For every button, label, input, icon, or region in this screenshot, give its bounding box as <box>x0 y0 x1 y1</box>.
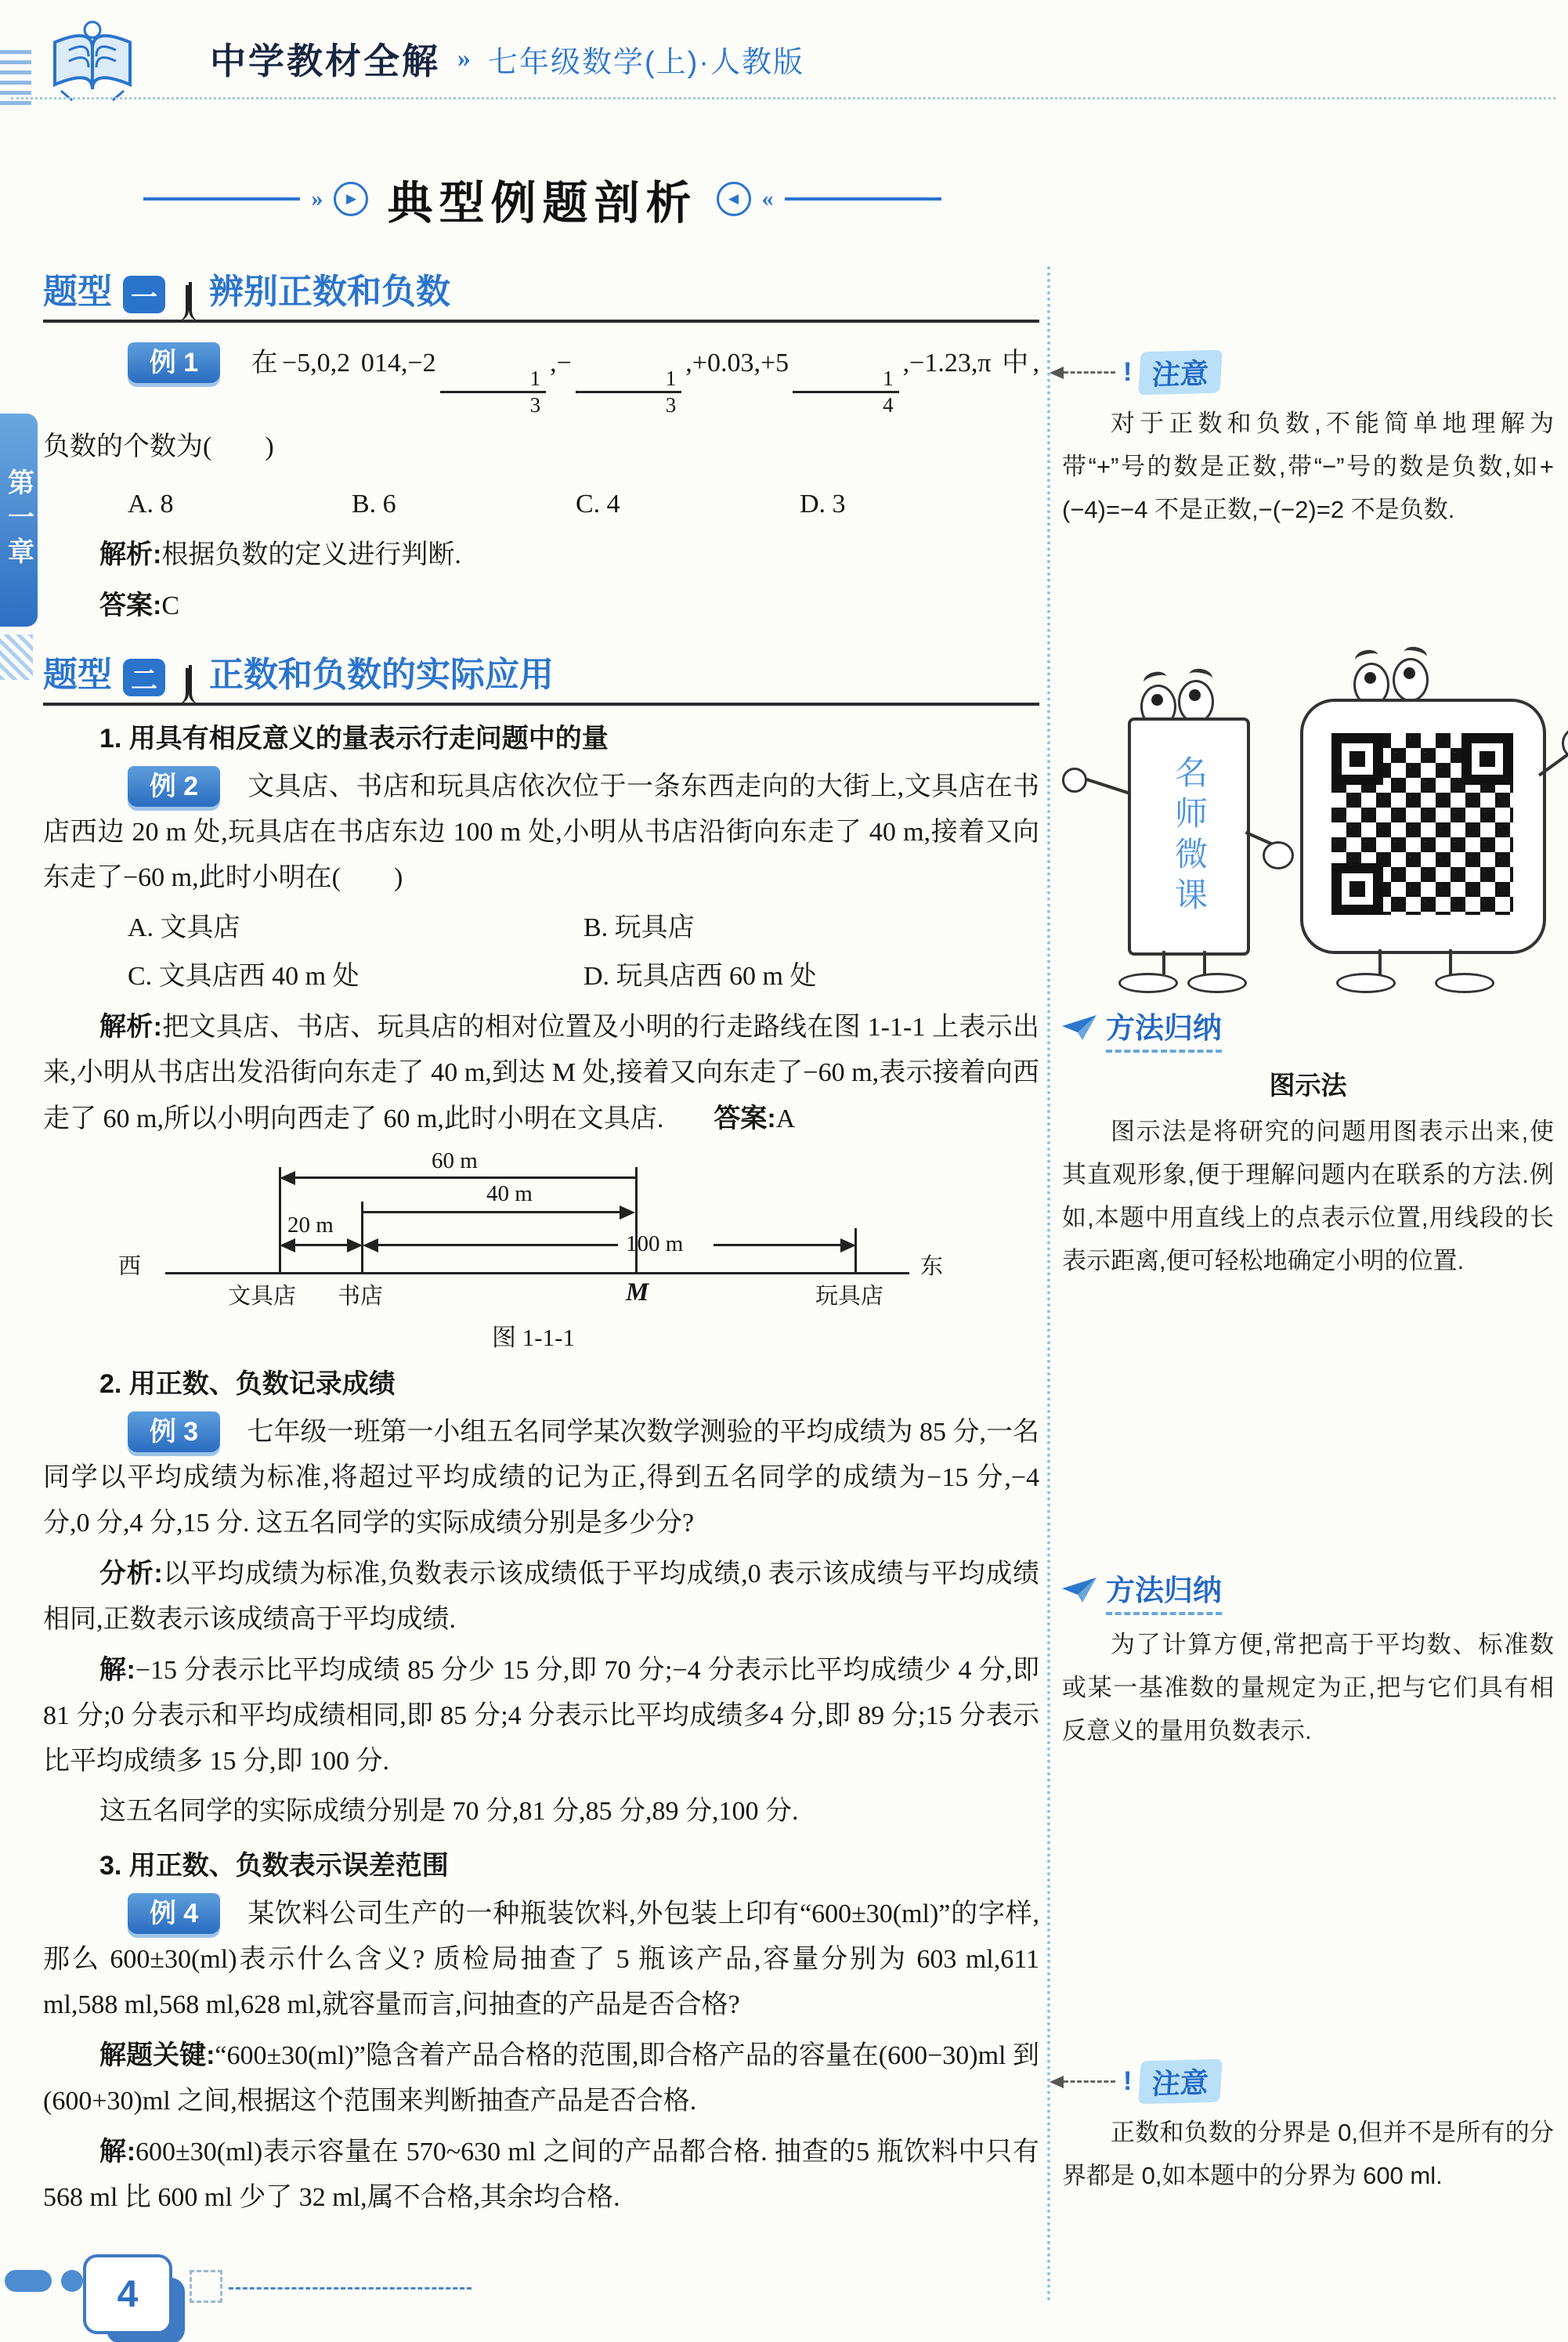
note2-connector <box>1050 2060 1554 2103</box>
brand-book-logo-icon <box>45 13 139 105</box>
arrow-60m-line <box>292 1176 635 1179</box>
section-prefix: 题型 <box>43 656 112 695</box>
answer-text: A <box>775 1104 796 1134</box>
example4-solution <box>43 2129 1039 2221</box>
arrow-20m-left-head <box>280 1238 295 1252</box>
mascot2-qr-body <box>1300 699 1546 954</box>
west-label: 西 <box>118 1254 142 1280</box>
label-100m: 100 m <box>626 1231 684 1257</box>
section-title: 正数和负数的实际应用 <box>209 656 554 695</box>
arrow-100m-right-head <box>840 1238 856 1252</box>
section-curl-decoration <box>176 662 198 696</box>
answer-label: 答案: <box>99 591 162 621</box>
example3-analysis <box>43 1551 1039 1643</box>
note1-text: 对于正数和负数,不能简单地理解为带“+”号的数是正数,带“−”号的数是负数,如+(−4)=−4 不是正数,−(−2)=2 不是负数. <box>1062 410 1554 523</box>
page-title: 典型例题剖析 <box>387 178 698 229</box>
mascot2-left-leg <box>1378 949 1382 974</box>
title-right-play-icon: ◀ <box>717 182 751 216</box>
analysis-text: 根据负数的定义进行判断. <box>161 540 461 570</box>
label-bookstore: 书店 <box>338 1284 384 1310</box>
title-left-play-icon: ▶ <box>334 182 368 216</box>
mascot1-sign-body <box>1128 717 1250 956</box>
label-20m: 20 m <box>287 1213 334 1238</box>
figure-1-1-1-diagram <box>118 1148 948 1310</box>
label-toy-store: 玩具店 <box>815 1284 884 1310</box>
exclamation-icon: ! <box>1123 357 1133 387</box>
analysis-label: 分析: <box>99 1559 163 1589</box>
section-curl-decoration <box>176 279 198 313</box>
arrow-60m-head <box>280 1171 295 1185</box>
example2-problem <box>43 764 1039 901</box>
brand-title: 中学教材全解 <box>210 41 440 81</box>
note-box-2 <box>1062 2060 1554 2197</box>
arrow-20m-line <box>292 1244 350 1246</box>
example1-text-seg2: ,− <box>550 349 572 378</box>
teacher-microlesson-mascot <box>1081 667 1551 996</box>
section-number-badge: 一 <box>123 276 165 313</box>
method2-text: 为了计算方便,常把高于平均数、标准数或某一基准数的量规定为正,把与它们具有相反意义的量用负数表示. <box>1062 1631 1554 1744</box>
header-title-row <box>210 33 804 85</box>
example3-text: 七年级一班第一小组五名同学某次数学测验的平均成绩为 85 分,一名同学以平均成绩为标准,将超过平均成绩的记为正,得到五名同学的成绩为−15 分,−4 分,0 分,4 分,15 分. 这五名同学的实际成绩分别是多少分? <box>43 1418 1039 1538</box>
qr-finder-bottom-left <box>1331 863 1383 915</box>
example2-text: 文具店、书店和玩具店依次位于一条东西走向的大街上,文具店在书店西边 20 m 处,玩具店在书店东边 100 m 处,小明从书店沿街向东走了 40 m,接着又向东走了−60 m,此时小明在( ) <box>43 772 1040 893</box>
qr-finder-top-right <box>1461 733 1513 785</box>
page-title-row <box>43 166 1042 232</box>
analysis-label: 解析: <box>99 1012 162 1043</box>
mascot1-left-foot <box>1118 973 1178 993</box>
footer-pill <box>5 2270 52 2292</box>
section-heading-type2 <box>43 646 1039 706</box>
label-point-M: M <box>626 1278 649 1307</box>
option-a: A. 8 <box>128 490 174 519</box>
section-heading-type1 <box>43 263 1039 323</box>
holding-hands <box>1263 841 1294 869</box>
option-b: B. 玩具店 <box>583 913 695 943</box>
method-label: 方法归纳 <box>1106 1567 1222 1615</box>
title-right-line <box>785 197 941 201</box>
example1-options <box>43 482 1039 527</box>
paper-plane-icon <box>1062 1578 1097 1604</box>
arrow-100m-line-left <box>375 1244 618 1246</box>
subheading-2: 2. 用正数、负数记录成绩 <box>99 1369 396 1400</box>
mascot2-right-foot <box>1435 973 1494 993</box>
footer-dot <box>61 2270 83 2292</box>
mascot1-pointing-hand <box>1062 768 1087 793</box>
connector-arrow-icon <box>1050 367 1064 379</box>
mascot1-right-leg <box>1203 951 1206 974</box>
note1-connector <box>1050 351 1554 394</box>
mascot1-arm <box>1086 778 1130 795</box>
connector-dashed-line <box>1064 2080 1115 2083</box>
method1-label-row <box>1062 1004 1554 1053</box>
column-divider-dotted-line <box>1047 266 1050 2303</box>
section-prefix: 题型 <box>43 273 112 311</box>
method-box-1 <box>1062 1004 1554 1282</box>
example4-badge: 例 4 <box>128 1893 220 1934</box>
analysis-text: 把文具店、书店、玩具店的相对位置及小明的行走路线在图 1-1-1 上表示出来,小明从书店出发沿街向东走了 40 m,到达 M 处,接着又向东走了−60 m,表示接着向西走了 60 m,所以小明向西走了 60 m,此时小明在文具店. <box>43 1013 1039 1134</box>
method2-label-row <box>1062 1567 1554 1615</box>
example4-text: 某饮料公司生产的一种瓶装饮料,外包装上印有“600±30(ml)”的字样,那么 600±30(ml)表示什么含义? 质检局抽查了 5 瓶该产品,容量分别为 603 ml,611 ml,588 ml,568 ml,628 ml,就容量而言,问抽查的产品是否合格? <box>43 1899 1039 2020</box>
method-label: 方法归纳 <box>1106 1004 1222 1053</box>
example3-badge: 例 3 <box>128 1411 220 1452</box>
solution-label: 解: <box>99 2137 136 2167</box>
section-title: 辨别正数和负数 <box>209 273 450 311</box>
subheading-3: 3. 用正数、负数表示误差范围 <box>99 1851 449 1881</box>
option-c: C. 文具店西 40 m 处 <box>128 962 359 992</box>
note-box-1 <box>1062 351 1554 531</box>
option-a: A. 文具店 <box>128 913 240 943</box>
mascot2-left-foot <box>1336 973 1396 993</box>
example1-problem <box>43 334 1039 477</box>
example1-text-seg1: 在−5,0,2 014,−2 <box>251 349 436 378</box>
paper-plane-icon <box>1062 1015 1097 1042</box>
analysis-text: 以平均成绩为标准,负数表示该成绩低于平均成绩,0 表示该成绩与平均成绩相同,正数表示该成绩高于平均成绩. <box>43 1560 1040 1635</box>
east-label: 东 <box>920 1254 944 1280</box>
example1-analysis <box>43 532 1039 578</box>
edition-title: 七年级数学(上)·人教版 <box>488 45 804 79</box>
street-line <box>165 1272 909 1274</box>
note2-text: 正数和负数的分界是 0,但并不是所有的分界都是 0,如本题中的分界为 600 ml. <box>1062 2119 1554 2189</box>
arrow-100m-line-right <box>714 1244 842 1246</box>
fraction-1-3: $\frac{1}{3}$ <box>440 367 547 417</box>
title-left-chevron-icon: » <box>311 186 323 211</box>
option-d: D. 玩具店西 60 m 处 <box>583 962 817 992</box>
example3-solution <box>43 1647 1039 1784</box>
header-divider-line <box>11 97 1555 99</box>
header-chevron-icon: » <box>457 44 471 73</box>
arrow-100m-left-head <box>363 1238 378 1252</box>
example1-text-seg4: ,−1.23,π 中,负数的个数为( ) <box>43 349 1039 462</box>
example3-problem <box>43 1410 1039 1546</box>
example3-conclusion: 这五名同学的实际成绩分别是 70 分,81 分,85 分,89 分,100 分. <box>99 1797 799 1827</box>
example4-key <box>43 2033 1039 2124</box>
title-left-line <box>143 197 300 201</box>
method1-heading: 图示法 <box>1269 1071 1347 1100</box>
example2-options-row1 <box>43 905 1039 951</box>
qr-finder-top-left <box>1331 733 1383 785</box>
example2-badge: 例 2 <box>128 766 220 807</box>
footer-dashed-square <box>190 2270 222 2303</box>
qr-code <box>1331 733 1513 915</box>
method1-text: 图示法是将研究的问题用图表示出来,使其直观形象,便于理解问题内在联系的方法.例如,本题中用直线上的点表示位置,用线段的长表示距离,便可轻松地确定小明的位置. <box>1062 1118 1554 1274</box>
fraction-1-3b: $\frac{1}{3}$ <box>576 367 682 417</box>
option-d: D. 3 <box>800 490 846 519</box>
method-box-2 <box>1062 1567 1554 1752</box>
tick-M <box>635 1167 638 1274</box>
mascot2-right-eye <box>1393 658 1429 702</box>
note-label: 注意 <box>1139 350 1223 396</box>
answer-text: C <box>161 591 180 621</box>
mascot1-sign-text: 名师微课 <box>1171 755 1208 918</box>
note-label: 注意 <box>1139 2059 1223 2105</box>
mascot1-right-foot <box>1187 973 1247 993</box>
connector-dashed-line <box>1064 371 1115 374</box>
example1-answer <box>43 583 1039 629</box>
title-right-chevron-icon: « <box>761 186 774 211</box>
key-text: “600±30(ml)”隐含着产品合格的范围,即合格产品的容量在(600−30)ml 到(600+30)ml 之间,根据这个范围来判断抽查产品是否合格. <box>43 2041 1040 2116</box>
fraction-1-4: $\frac{1}{4}$ <box>793 367 899 417</box>
footer-dashed-line <box>229 2287 471 2290</box>
subheading-1: 1. 用具有相反意义的量表示行走问题中的量 <box>99 724 609 754</box>
option-c: C. 4 <box>576 490 620 519</box>
page-number: 4 <box>83 2254 172 2334</box>
figure-caption: 图 1-1-1 <box>492 1324 575 1352</box>
stripes-decoration <box>0 634 33 680</box>
main-content-column <box>43 263 1039 2225</box>
option-b: B. 6 <box>352 490 396 519</box>
connector-arrow-icon <box>1050 2076 1064 2088</box>
arrow-20m-right-head <box>347 1238 363 1252</box>
label-60m: 60 m <box>432 1148 478 1174</box>
exclamation-icon: ! <box>1123 2066 1133 2096</box>
mascot1-left-leg <box>1162 951 1165 974</box>
label-stationery-store: 文具店 <box>228 1284 297 1310</box>
solution-label: 解: <box>99 1655 135 1686</box>
arrow-40m-line <box>363 1211 621 1213</box>
solution-text: −15 分表示比平均成绩 85 分少 15 分,即 70 分;−4 分表示比平均成绩少 4 分,即81 分;0 分表示和平均成绩相同,即 85 分;4 分表示比平均成绩多4 分,即 89 分;15 分表示比平均成绩多 15 分,即 100 分. <box>43 1656 1040 1776</box>
solution-text: 600±30(ml)表示容量在 570~630 ml 之间的产品都合格. 抽查的5 瓶饮料中只有568 ml 比 600 ml 少了 32 ml,属不合格,其余均合格. <box>43 2138 1039 2213</box>
example2-analysis <box>43 1004 1039 1142</box>
mascot2-right-leg <box>1449 949 1452 974</box>
label-40m: 40 m <box>486 1181 533 1207</box>
chapter-tab: 第一章 <box>0 414 38 627</box>
analysis-label: 解析: <box>99 540 162 570</box>
key-label: 解题关键: <box>99 2040 215 2071</box>
example1-text-seg3: ,+0.03,+5 <box>685 349 789 378</box>
answer-label: 答案: <box>714 1104 776 1134</box>
example4-problem <box>43 1892 1039 2028</box>
example1-badge: 例 1 <box>128 342 220 383</box>
section-number-badge: 二 <box>123 659 165 696</box>
example2-options-row2 <box>43 954 1039 999</box>
arrow-40m-head <box>620 1205 635 1220</box>
